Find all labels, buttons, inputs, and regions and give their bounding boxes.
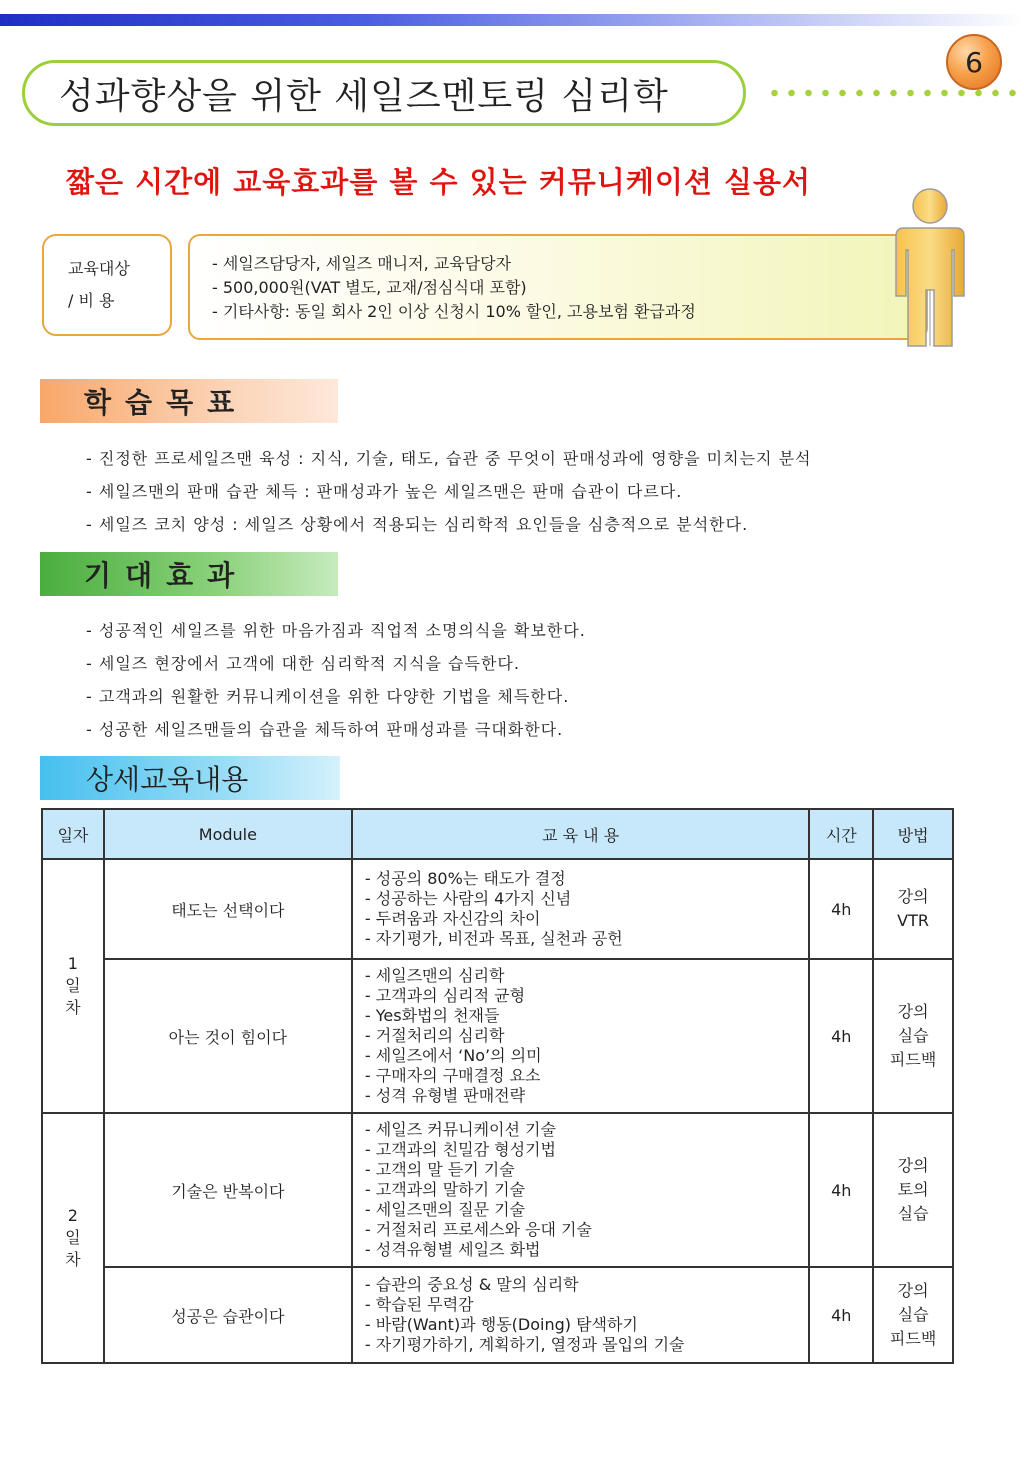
detail-heading	[40, 756, 340, 800]
detail-heading-text: 상세교육내용	[86, 763, 249, 796]
table-row	[42, 1267, 953, 1363]
method-cell	[873, 1267, 953, 1363]
content-line: - 자기평가, 비전과 목표, 실천과 공헌	[364, 929, 623, 948]
content-line: - 바람(Want)과 행동(Doing) 탐색하기	[364, 1315, 638, 1334]
content-line: - 세일즈 커뮤니케이션 기술	[364, 1120, 556, 1139]
list-item: - 세일즈맨의 판매 습관 체득 : 판매성과가 높은 세일즈맨은 판매 습관이 다르다.	[86, 482, 683, 501]
time-cell: 4h	[809, 859, 873, 959]
method-line: 토의	[897, 1180, 929, 1199]
content-line: - 고객과의 말하기 기술	[364, 1180, 526, 1199]
day-char: 차	[65, 998, 81, 1017]
target-label-box	[42, 234, 172, 336]
page-title-box	[22, 60, 746, 126]
header-module: Module	[104, 809, 352, 859]
module-cell: 아는 것이 힘이다	[104, 959, 352, 1113]
list-item: - 진정한 프로세일즈맨 육성 : 지식, 기술, 태도, 습관 중 무엇이 판매성과에 영향을 미치는지 분석	[86, 449, 812, 468]
method-line: 강의	[897, 1156, 929, 1175]
misc-info-line: - 기타사항: 동일 회사 2인 이상 신청시 10% 할인, 고용보험 환급과정	[212, 302, 696, 321]
module-cell: 기술은 반복이다	[104, 1113, 352, 1267]
method-line: 실습	[897, 1026, 929, 1045]
time-cell: 4h	[809, 1113, 873, 1267]
cost-info-line: - 500,000원(VAT 별도, 교재/점심식대 포함)	[212, 278, 527, 297]
dotted-divider	[766, 86, 1016, 100]
effects-heading-text: 기대효과	[84, 559, 249, 592]
method-line: VTR	[897, 911, 930, 930]
method-line: 강의	[897, 887, 929, 906]
content-line: - 거절처리 프로세스와 응대 기술	[364, 1220, 592, 1239]
effects-heading	[40, 552, 338, 596]
method-line: 강의	[897, 1002, 929, 1021]
header-day: 일자	[42, 809, 104, 859]
day-cell-1	[42, 859, 104, 1113]
list-item: - 세일즈 현장에서 고객에 대한 심리학적 지식을 습득한다.	[86, 654, 520, 673]
content-line: - 고객의 말 듣기 기술	[364, 1160, 515, 1179]
list-item: - 성공한 세일즈맨들의 습관을 체득하여 판매성과를 극대화한다.	[86, 720, 564, 739]
day-char: 일	[65, 1228, 81, 1247]
target-info-line: - 세일즈담당자, 세일즈 매니저, 교육담당자	[212, 254, 512, 273]
table-row	[42, 959, 953, 1113]
header-method: 방법	[873, 809, 953, 859]
module-cell: 태도는 선택이다	[104, 859, 352, 959]
content-cell	[352, 1267, 809, 1363]
time-cell: 4h	[809, 959, 873, 1113]
content-line: - 두려움과 자신감의 차이	[364, 909, 541, 928]
table-row	[42, 859, 953, 959]
header-content: 교 육 내 용	[352, 809, 809, 859]
content-line: - 성공하는 사람의 4가지 신념	[364, 889, 572, 908]
content-cell	[352, 859, 809, 959]
content-line: - Yes화법의 천재들	[364, 1006, 500, 1025]
goals-list	[86, 446, 812, 545]
list-item: - 성공적인 세일즈를 위한 마음가짐과 직업적 소명의식을 확보한다.	[86, 621, 586, 640]
target-label: 교육대상	[68, 259, 130, 278]
method-line: 강의	[897, 1281, 929, 1300]
top-gradient-bar	[0, 14, 1024, 26]
day-char: 일	[65, 976, 81, 995]
page-number: 6	[965, 45, 983, 79]
content-line: - 고객과의 심리적 균형	[364, 986, 526, 1005]
content-line: - 습관의 중요성 & 말의 심리학	[364, 1275, 579, 1294]
content-line: - 세일즈맨의 심리학	[364, 966, 505, 985]
method-cell	[873, 959, 953, 1113]
content-line: - 성격 유형별 판매전략	[364, 1086, 526, 1105]
content-line: - 자기평가하기, 계획하기, 열정과 몰입의 기술	[364, 1335, 685, 1354]
content-line: - 세일즈맨의 질문 기술	[364, 1200, 526, 1219]
method-cell	[873, 859, 953, 959]
goals-heading-text: 학습목표	[84, 386, 249, 419]
day-number: 2	[67, 1206, 78, 1225]
time-cell: 4h	[809, 1267, 873, 1363]
day-number: 1	[67, 954, 78, 973]
day-cell-2	[42, 1113, 104, 1363]
table-row	[42, 1113, 953, 1267]
person-figure-icon	[890, 186, 970, 354]
target-info-box	[188, 234, 928, 340]
content-line: - 세일즈에서 ‘No’의 의미	[364, 1046, 542, 1065]
content-line: - 구매자의 구매결정 요소	[364, 1066, 541, 1085]
module-cell: 성공은 습관이다	[104, 1267, 352, 1363]
page-number-badge	[946, 34, 1002, 90]
content-line: - 성공의 80%는 태도가 결정	[364, 869, 566, 888]
content-line: - 학습된 무력감	[364, 1295, 474, 1314]
effects-list	[86, 618, 586, 750]
curriculum-table	[41, 808, 954, 1364]
goals-heading	[40, 379, 338, 423]
content-line: - 거절처리의 심리학	[364, 1026, 505, 1045]
subtitle: 짧은 시간에 교육효과를 볼 수 있는 커뮤니케이션 실용서	[66, 165, 811, 199]
method-line: 실습	[897, 1305, 929, 1324]
method-line: 피드백	[889, 1050, 937, 1069]
header-time: 시간	[809, 809, 873, 859]
content-cell	[352, 1113, 809, 1267]
content-cell	[352, 959, 809, 1113]
day-char: 차	[65, 1250, 81, 1269]
method-cell	[873, 1113, 953, 1267]
cost-label: / 비 용	[68, 291, 115, 310]
content-line: - 고객과의 친밀감 형성기법	[364, 1140, 556, 1159]
table-header-row	[42, 809, 953, 859]
list-item: - 고객과의 원활한 커뮤니케이션을 위한 다양한 기법을 체득한다.	[86, 687, 570, 706]
method-line: 실습	[897, 1204, 929, 1223]
page-title: 성과향상을 위한 세일즈멘토링 심리학	[59, 75, 669, 117]
content-line: - 성격유형별 세일즈 화법	[364, 1240, 541, 1259]
method-line: 피드백	[889, 1329, 937, 1348]
list-item: - 세일즈 코치 양성 : 세일즈 상황에서 적용되는 심리학적 요인들을 심층적으로 분석한다.	[86, 515, 749, 534]
